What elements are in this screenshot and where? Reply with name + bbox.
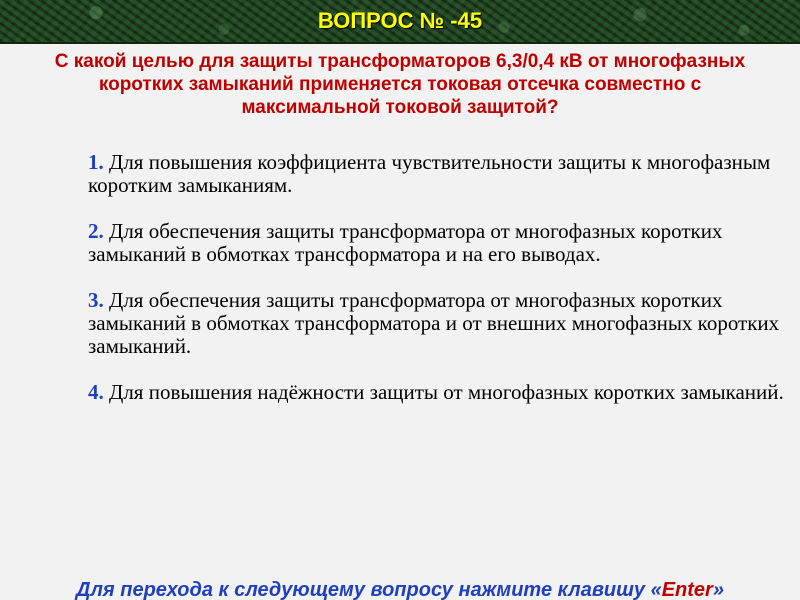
answer-option-2[interactable]: [88, 220, 788, 266]
answer-number: 1.: [88, 150, 104, 174]
enter-key-label: Enter: [661, 579, 713, 600]
answer-text: Для повышения надёжности защиты от многофазных коротких замыканий.: [103, 380, 784, 404]
answer-number: 4.: [88, 380, 104, 404]
answer-number: 2.: [88, 219, 104, 243]
answer-text: Для обеспечения защиты трансформатора от многофазных коротких замыканий в обмотках трансформатора и от внешних многофазных коротких замыканий.: [88, 288, 780, 358]
answer-option-4[interactable]: [88, 381, 788, 404]
answer-text: Для обеспечения защиты трансформатора от многофазных коротких замыканий в обмотках трансформатора и на его выводах.: [88, 219, 723, 266]
answer-list: [88, 151, 788, 427]
answer-text: Для повышения коэффициента чувствительности защиты к многофазным коротким замыканиям.: [88, 150, 771, 197]
footer-prefix: Для перехода к следующему вопросу нажмите клавишу «: [76, 579, 662, 600]
footer-instruction: [0, 578, 800, 600]
question-number-title: ВОПРОС № -45: [317, 8, 483, 33]
footer-suffix: »: [712, 579, 724, 600]
header-bar: [0, 0, 800, 44]
question-text: С какой целью для защиты трансформаторов 6,3/0,4 кВ от многофазных коротких замыканий применяется токовая отсечка совместно с максимальной токовой защитой?: [54, 51, 746, 118]
answer-option-1[interactable]: [88, 151, 788, 197]
answer-option-3[interactable]: [88, 289, 788, 358]
answer-number: 3.: [88, 288, 104, 312]
